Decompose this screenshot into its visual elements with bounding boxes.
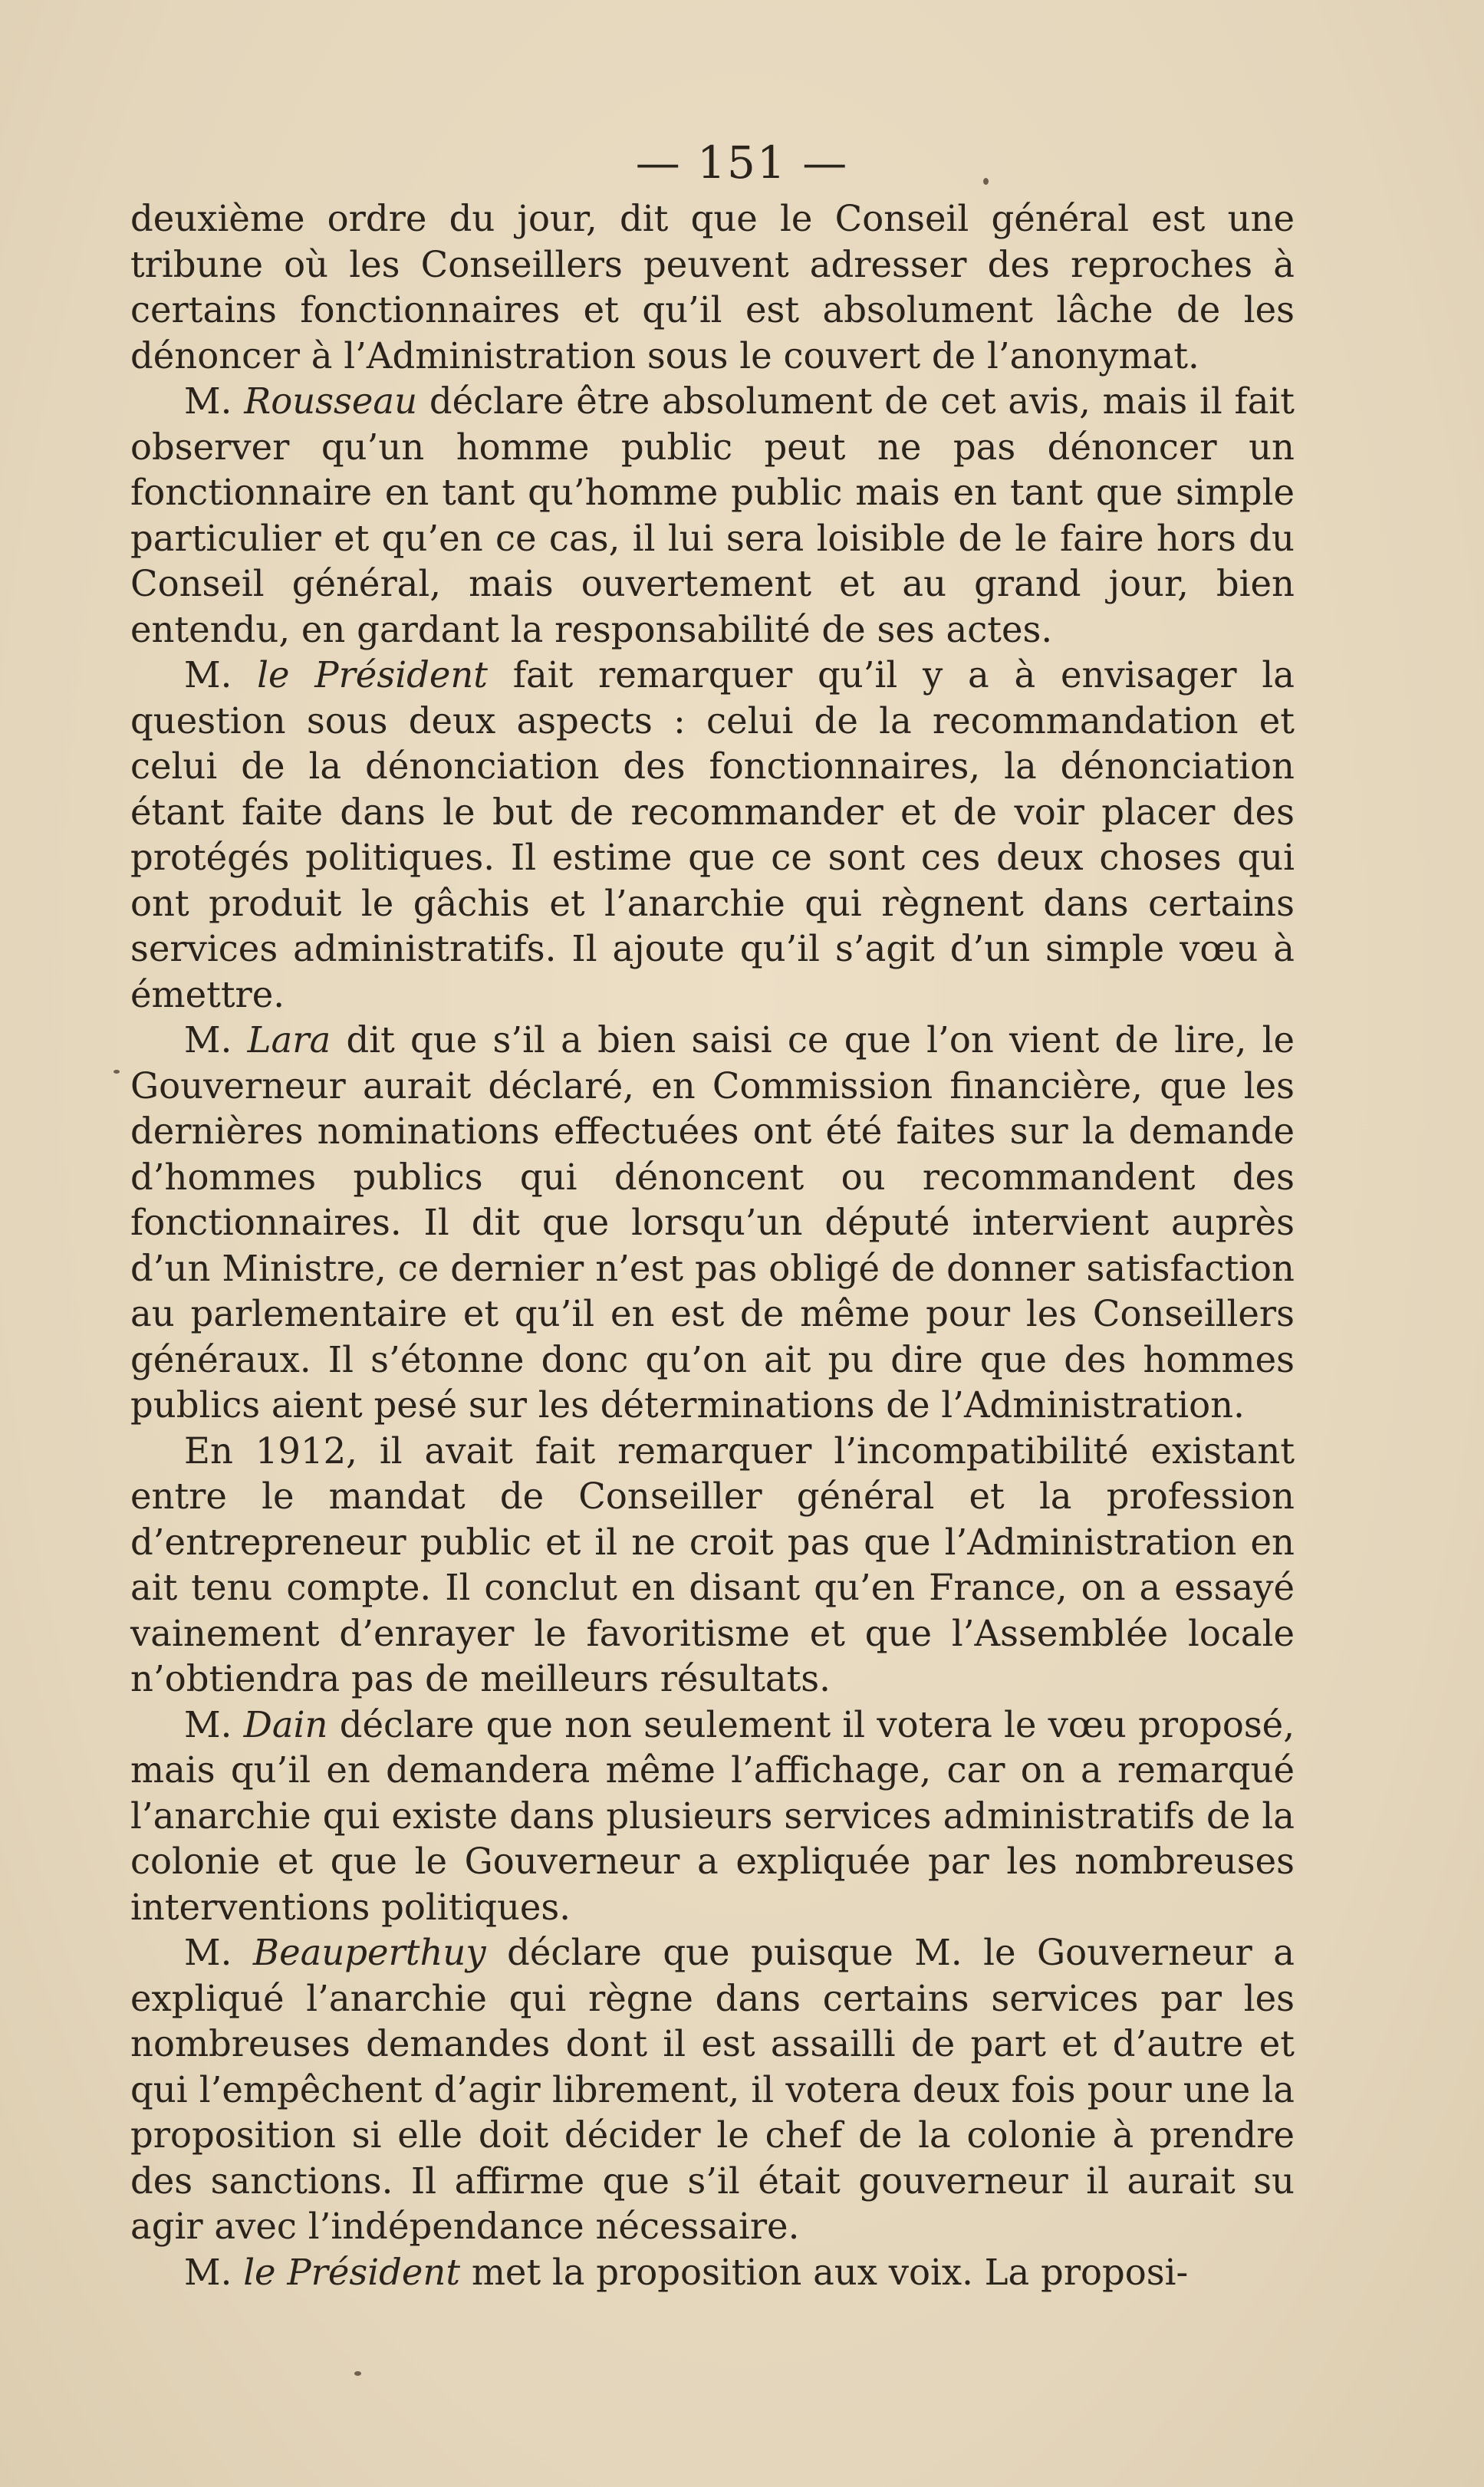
paragraph: M. Rousseau déclare être absolument de cet avis, mais il fait observer qu’un homme public peut ne pas dénoncer un fonctionnaire en tant qu’homme public mais en tant que simple particulier et qu’en ce cas, il lui sera loisible de le faire hors du Conseil général, mais ouvertement et au grand jour, bien entendu, en gardant la responsabilité de ses actes. [130, 380, 1295, 650]
paragraph: M. le Président met la proposition aux voix. La proposi- [184, 2251, 1189, 2293]
paragraph: M. le Président fait remarquer qu’il y a à envisager la question sous deux aspects : celui de la recommandation et celui de la dénonciation des fonctionnaires, la dénonciation étant faite dans le but de recommander et de voir placer des protégés politiques. Il estime que ce sont ces deux choses qui ont produit le gâchis et l’anarchie qui règnent dans certains services administratifs. Il ajoute qu’il s’agit d’un simple vœu à émettre. [130, 654, 1295, 1015]
paragraph: deuxième ordre du jour, dit que le Conseil général est une tribune où les Conseillers peuvent adresser des reproches à certains fonctionnaires et qu’il est absolument lâche de les dénoncer à l’Administration sous le couvert de l’anonymat. [130, 198, 1295, 377]
paragraph: M. Dain déclare que non seulement il votera le vœu proposé, mais qu’il en demandera même l’affichage, car on a remarqué l’anarchie qui existe dans plusieurs services administratifs de la colonie et que le Gouverneur a expliquée par les nombreuses interventions politiques. [130, 1703, 1295, 1928]
body-text [130, 196, 1295, 2295]
speaker-name: le Président [257, 654, 488, 696]
speaker-name: Lara [247, 1019, 331, 1061]
speaker-name: Rousseau [244, 380, 418, 422]
paragraph: En 1912, il avait fait remarquer l’incompatibilité existant entre le mandat de Conseiller général et la profession d’entrepreneur public et il ne croit pas que l’Administration en ait tenu compte. Il conclut en disant qu’en France, on a essayé vainement d’enrayer le favoritisme et que l’Assemblée locale n’obtiendra pas de meilleurs résultats. [130, 1429, 1295, 1699]
paper-speck [983, 178, 989, 185]
paper-speck [354, 2371, 361, 2376]
paper-speck [114, 1070, 120, 1074]
speaker-name: Beauperthuy [252, 1932, 486, 1973]
speaker-name: le Président [243, 2251, 461, 2293]
paragraph: M. Lara dit que s’il a bien saisi ce que l’on vient de lire, le Gouverneur aurait déclaré, en Commission financière, que les dernières nominations effectuées ont été faites sur la demande d’hommes publics qui dénoncent ou recommandent des fonctionnaires. Il dit que lorsqu’un député intervient auprès d’un Ministre, ce dernier n’est pas obligé de donner satisfaction au parlementaire et qu’il en est de même pour les Conseillers généraux. Il s’étonne donc qu’on ait pu dire que des hommes publics aient pesé sur les déterminations de l’Administration. [130, 1019, 1295, 1426]
speaker-name: Dain [243, 1703, 328, 1745]
page-number: — 151 — [635, 137, 849, 189]
paragraph: M. Beauperthuy déclare que puisque M. le Gouverneur a expliqué l’anarchie qui règne dans certains services par les nombreuses demandes dont il est assailli de part et d’autre et qui l’empêchent d’agir librement, il votera deux fois pour une la proposition si elle doit décider le chef de la colonie à prendre des sanctions. Il affirme que s’il était gouverneur il aurait su agir avec l’indépendance nécessaire. [130, 1932, 1295, 2247]
